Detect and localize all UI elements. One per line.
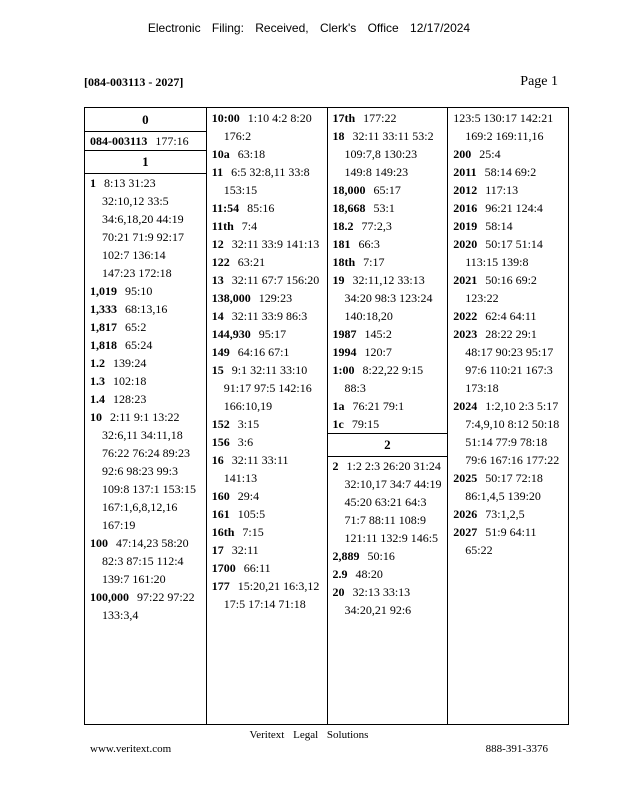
index-word: 2020 <box>453 237 478 251</box>
index-word: 156 <box>211 435 230 449</box>
index-entry <box>90 588 201 624</box>
index-refs: 6:5 32:8,11 33:8 153:15 <box>223 165 310 197</box>
index-word: 2024 <box>453 399 478 413</box>
index-word: 2 <box>332 459 339 473</box>
index-word: 1a <box>332 399 345 413</box>
index-word: 1,818 <box>90 338 117 352</box>
index-entry <box>453 505 563 523</box>
index-refs: 105:5 <box>237 507 266 521</box>
index-word: 1987 <box>332 327 357 341</box>
index-refs: 77:2,3 <box>361 219 392 233</box>
index-entry <box>333 127 443 181</box>
index-refs: 62:4 64:11 <box>485 309 537 323</box>
index-entry <box>333 217 443 235</box>
index-word: 15 <box>211 363 224 377</box>
footer-phone: 888-391-3376 <box>485 743 548 755</box>
index-word: 138,000 <box>211 291 251 305</box>
index-word: 2025 <box>453 471 478 485</box>
index-word: 10a <box>211 147 230 161</box>
index-refs: 32:11,12 33:13 34:20 98:3 123:24 140:18,20 <box>344 273 433 323</box>
index-entry <box>333 271 443 325</box>
index-entry <box>212 487 322 505</box>
index-word: 11 <box>211 165 224 179</box>
index-entry <box>453 469 563 505</box>
index-entry <box>212 271 322 289</box>
index-refs: 32:11 33:11 141:13 <box>223 453 289 485</box>
index-column-4 <box>447 108 568 724</box>
index-entry <box>90 132 201 150</box>
index-refs: 95:17 <box>258 327 287 341</box>
index-refs: 68:13,16 <box>125 302 168 316</box>
index-refs: 50:16 69:2 123:22 <box>465 273 537 305</box>
index-refs: 51:9 64:11 65:22 <box>465 525 537 557</box>
index-refs: 50:17 72:18 86:1,4,5 139:20 <box>465 471 543 503</box>
index-entry <box>333 253 443 271</box>
index-word: 2019 <box>453 219 478 233</box>
index-word: 100,000 <box>90 590 129 604</box>
index-word: 11th <box>211 219 234 233</box>
index-entry <box>333 547 443 565</box>
index-refs: 8:22,22 9:15 88:3 <box>344 363 424 395</box>
index-entry <box>212 163 322 199</box>
index-word: 1994 <box>332 345 357 359</box>
index-word: 1,333 <box>90 302 117 316</box>
index-word: 2.9 <box>332 567 348 581</box>
index-entry <box>90 336 201 354</box>
index-entry <box>333 397 443 415</box>
index-refs: 32:11 33:9 141:13 <box>231 237 320 251</box>
index-refs: 1:2,10 2:3 5:17 7:4,9,10 8:12 50:18 51:14 77:9 78:18 79:6 167:16 177:22 <box>465 399 560 467</box>
footer-company: Veritext Legal Solutions <box>249 729 369 741</box>
index-refs: 117:13 <box>485 183 519 197</box>
index-word: 14 <box>211 309 224 323</box>
index-entry <box>90 318 201 336</box>
index-refs: 177:16 <box>155 134 189 148</box>
index-word: 2016 <box>453 201 478 215</box>
index-refs: 28:22 29:1 48:17 90:23 95:17 97:6 110:21 167:3 173:18 <box>465 327 554 395</box>
index-word: 16th <box>211 525 235 539</box>
index-entry <box>212 451 322 487</box>
footer-website: www.veritext.com <box>90 743 172 755</box>
index-word: 152 <box>211 417 230 431</box>
index-entry <box>212 415 322 433</box>
index-word: 177 <box>211 579 230 593</box>
index-refs: 79:15 <box>351 417 380 431</box>
index-word: 161 <box>211 507 230 521</box>
index-entry <box>212 307 322 325</box>
index-refs: 32:13 33:13 34:20,21 92:6 <box>344 585 412 617</box>
index-word: 17th <box>332 111 356 125</box>
index-entry <box>333 565 443 583</box>
index-word: 1.4 <box>90 392 105 406</box>
index-refs: 47:14,23 58:20 82:3 87:15 112:4 139:7 161:20 <box>102 536 189 586</box>
index-word: 1,019 <box>90 284 117 298</box>
index-refs: 95:10 <box>125 284 153 298</box>
index-entry <box>453 217 563 235</box>
index-word: 18,000 <box>332 183 366 197</box>
index-refs: 73:1,2,5 <box>485 507 525 521</box>
index-refs: 63:21 <box>237 255 266 269</box>
index-entry <box>212 325 322 343</box>
index-word: 19 <box>332 273 345 287</box>
index-entry <box>90 390 201 408</box>
index-refs: 32:11 <box>231 543 259 557</box>
index-word: 144,930 <box>211 327 251 341</box>
index-refs: 29:4 <box>237 489 260 503</box>
index-word: 10:00 <box>211 111 240 125</box>
index-word: 149 <box>211 345 230 359</box>
index-entry <box>90 372 201 390</box>
index-word: 100 <box>90 536 108 550</box>
index-refs: 3:15 <box>237 417 260 431</box>
page-label: Page 1 <box>520 74 558 89</box>
index-entry <box>453 235 563 271</box>
index-entry <box>333 199 443 217</box>
index-refs: 85:16 <box>247 201 275 215</box>
index-entry <box>90 408 201 534</box>
index-refs: 66:3 <box>358 237 380 251</box>
index-word: 18.2 <box>332 219 354 233</box>
index-refs: 58:14 69:2 <box>484 165 537 179</box>
index-entry <box>453 109 563 145</box>
filing-stamp: Electronic Filing: Received, Clerk's Office 12/17/2024 <box>147 21 471 35</box>
index-entry <box>333 583 443 619</box>
index-entry <box>212 343 322 361</box>
index-refs: 2:11 9:1 13:22 32:6,11 34:11,18 76:22 76:24 89:23 92:6 98:23 99:3 109:8 137:1 153:15 167:1,6,8,12,16 167:19 <box>102 410 197 532</box>
index-word: 2023 <box>453 327 478 341</box>
index-word: 200 <box>453 147 472 161</box>
index-entry <box>212 541 322 559</box>
index-word: 2011 <box>453 165 477 179</box>
index-word: 181 <box>332 237 351 251</box>
index-refs: 7:17 <box>363 255 385 269</box>
index-word: 16 <box>211 453 224 467</box>
index-refs: 120:7 <box>364 345 392 359</box>
index-entry <box>212 523 322 541</box>
index-refs: 15:20,21 16:3,12 17:5 17:14 71:18 <box>223 579 320 611</box>
index-entry <box>453 523 563 559</box>
index-refs: 66:11 <box>243 561 271 575</box>
index-entry <box>212 235 322 253</box>
index-entry <box>212 199 322 217</box>
index-entry <box>453 163 563 181</box>
index-entry <box>453 271 563 307</box>
index-entry <box>212 253 322 271</box>
index-entry <box>333 415 443 433</box>
section-header: 0 <box>85 109 206 132</box>
index-entry <box>212 577 322 613</box>
index-entry <box>333 343 443 361</box>
index-refs: 48:20 <box>355 567 383 581</box>
index-entry <box>453 397 563 469</box>
index-entry <box>333 325 443 343</box>
index-refs: 65:17 <box>373 183 401 197</box>
index-word: 084-003113 <box>90 134 148 148</box>
index-entry <box>333 361 443 397</box>
index-refs: 53:1 <box>373 201 395 215</box>
index-refs: 65:2 <box>125 320 147 334</box>
index-refs: 145:2 <box>364 327 392 341</box>
index-word: 1,817 <box>90 320 117 334</box>
index-word: 2012 <box>453 183 478 197</box>
index-word: 18th <box>332 255 356 269</box>
index-entry <box>90 300 201 318</box>
index-word: 13 <box>211 273 224 287</box>
index-refs: 50:17 51:14 113:15 139:8 <box>465 237 543 269</box>
index-refs: 123:5 130:17 142:21 169:2 169:11,16 <box>453 111 554 143</box>
index-entry <box>212 559 322 577</box>
index-entry <box>453 307 563 325</box>
index-refs: 128:23 <box>113 392 147 406</box>
index-word: 10 <box>90 410 102 424</box>
index-word: 1.3 <box>90 374 105 388</box>
index-refs: 102:18 <box>113 374 147 388</box>
index-refs: 96:21 124:4 <box>485 201 543 215</box>
index-word: 1.2 <box>90 356 105 370</box>
index-entry <box>453 181 563 199</box>
index-column-1 <box>85 108 206 724</box>
index-word: 122 <box>211 255 230 269</box>
index-word: 17 <box>211 543 224 557</box>
index-entry <box>90 534 201 588</box>
index-word: 1700 <box>211 561 236 575</box>
index-word: 2021 <box>453 273 478 287</box>
index-entry <box>212 145 322 163</box>
index-refs: 8:13 31:23 32:10,12 33:5 34:6,18,20 44:19 70:21 71:9 92:17 102:7 136:14 147:23 172:18 <box>102 176 185 280</box>
index-word: 2,889 <box>332 549 360 563</box>
index-refs: 32:11 67:7 156:20 <box>231 273 320 287</box>
index-refs: 64:16 67:1 <box>237 345 290 359</box>
word-index-table <box>84 107 569 725</box>
index-entry <box>453 325 563 397</box>
index-entry <box>90 354 201 372</box>
index-entry <box>212 217 322 235</box>
index-refs: 25:4 <box>479 147 501 161</box>
index-refs: 97:22 97:22 133:3,4 <box>102 590 195 622</box>
index-refs: 50:16 <box>367 549 395 563</box>
index-word: 1:00 <box>332 363 355 377</box>
index-word: 11:54 <box>211 201 240 215</box>
index-refs: 129:23 <box>258 291 293 305</box>
section-header: 2 <box>328 433 448 457</box>
index-column-2 <box>206 108 327 724</box>
index-refs: 1:10 4:2 8:20 176:2 <box>223 111 312 143</box>
index-entry <box>212 361 322 415</box>
index-refs: 3:6 <box>237 435 254 449</box>
index-entry <box>212 109 322 145</box>
index-refs: 63:18 <box>237 147 266 161</box>
index-entry <box>212 505 322 523</box>
index-refs: 139:24 <box>113 356 147 370</box>
index-refs: 32:11 33:11 53:2 109:7,8 130:23 149:8 149:23 <box>344 129 434 179</box>
index-entry <box>453 145 563 163</box>
index-entry <box>333 457 443 547</box>
index-column-3 <box>327 108 448 724</box>
index-refs: 76:21 79:1 <box>352 399 405 413</box>
index-refs: 1:2 2:3 26:20 31:24 32:10,17 34:7 44:19 45:20 63:21 64:3 71:7 88:11 108:9 121:11 132:9 146:5 <box>344 459 442 545</box>
index-refs: 32:11 33:9 86:3 <box>231 309 308 323</box>
index-word: 12 <box>211 237 224 251</box>
index-word: 20 <box>332 585 345 599</box>
index-word: 2026 <box>453 507 478 521</box>
index-word: 2022 <box>453 309 478 323</box>
index-entry <box>212 289 322 307</box>
section-header: 1 <box>85 150 206 174</box>
index-refs: 65:24 <box>125 338 153 352</box>
index-entry <box>333 109 443 127</box>
index-word: 18,668 <box>332 201 366 215</box>
index-entry <box>333 181 443 199</box>
index-refs: 9:1 32:11 33:10 91:17 97:5 142:16 166:10,19 <box>223 363 312 413</box>
index-entry <box>90 174 201 282</box>
index-word: 1c <box>332 417 344 431</box>
index-refs: 7:4 <box>241 219 258 233</box>
index-refs: 58:14 <box>485 219 513 233</box>
index-entry <box>453 199 563 217</box>
index-word: 18 <box>332 129 345 143</box>
index-word: 2027 <box>453 525 478 539</box>
index-refs: 177:22 <box>363 111 397 125</box>
index-entry <box>333 235 443 253</box>
index-word: 160 <box>211 489 230 503</box>
case-id: [084-003113 - 2027] <box>84 75 184 89</box>
index-entry <box>212 433 322 451</box>
index-refs: 7:15 <box>242 525 264 539</box>
index-word: 1 <box>90 176 96 190</box>
index-entry <box>90 282 201 300</box>
